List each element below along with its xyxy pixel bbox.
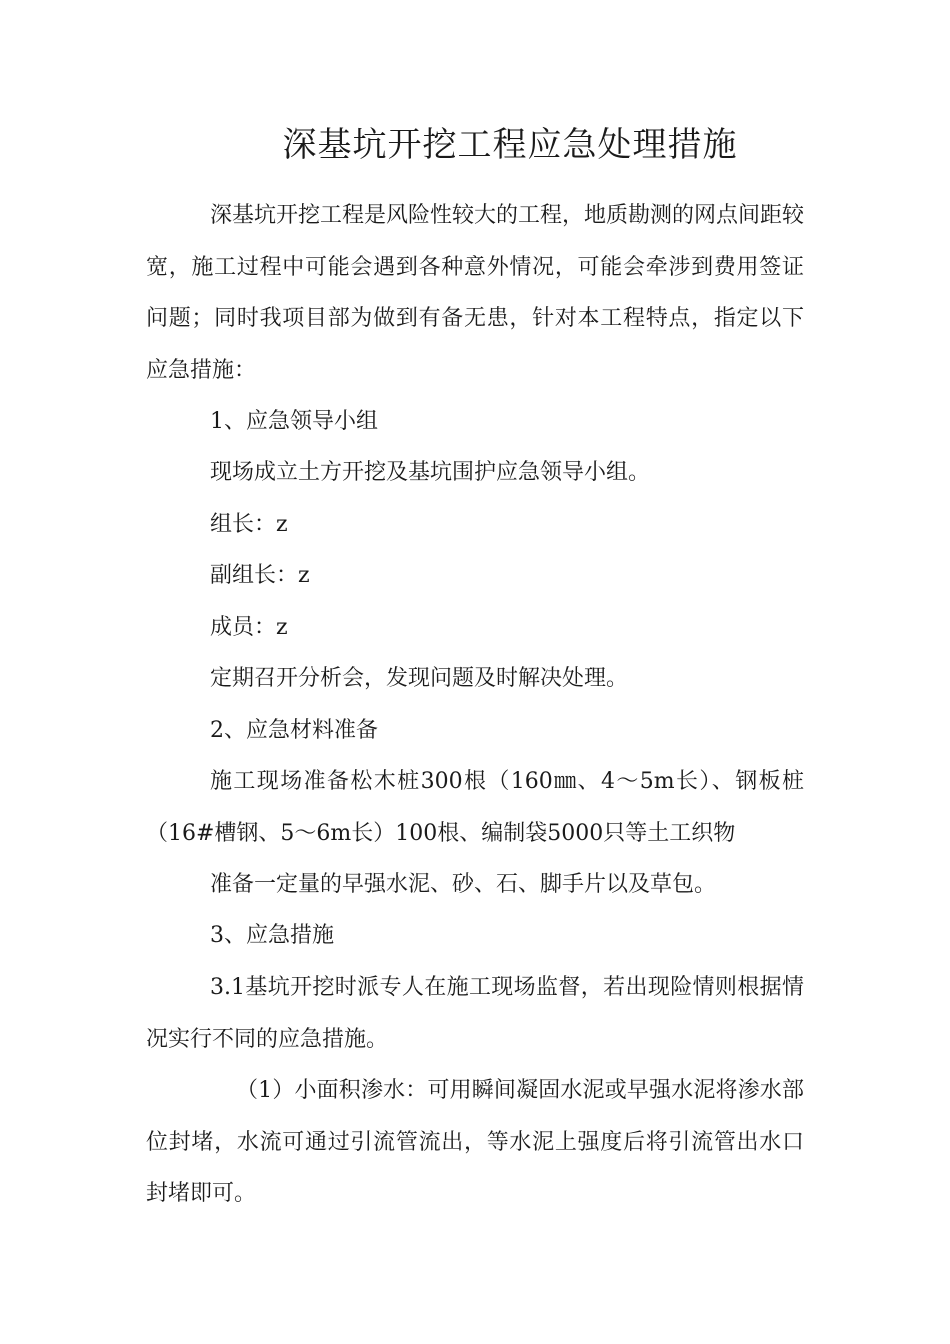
- section-heading-3: 3、应急措施: [210, 923, 334, 948]
- section-heading-1: 1、应急领导小组: [210, 409, 378, 434]
- intro-paragraph: 深基坑开挖工程是风险性较大的工程，地质勘测的网点间距较宽，施工过程中可能会遇到各种意外情况，可能会牵涉到费用签证问题；同时我项目部为做到有备无患，针对本工程特点，指定以下应急措施：: [146, 203, 805, 383]
- paragraph-leadership-group: 现场成立土方开挖及基坑围护应急领导小组。: [210, 460, 651, 485]
- paragraph-leader: 组长：z: [210, 512, 288, 537]
- section-heading-2: 2、应急材料准备: [210, 718, 378, 743]
- paragraph-materials: 施工现场准备松木桩300根（160㎜、4～5m长）、钢板桩（16#槽钢、5～6m长）100根、编制袋5000只等土工织物: [146, 769, 804, 846]
- paragraph-deputy-leader: 副组长：z: [210, 563, 310, 588]
- paragraph-members: 成员：z: [210, 615, 288, 640]
- paragraph-3-1: 3.1基坑开挖时派专人在施工现场监督，若出现险情则根据情况实行不同的应急措施。: [146, 975, 804, 1052]
- document-title: 深基坑开挖工程应急处理措施: [282, 125, 738, 165]
- paragraph-meeting: 定期召开分析会，发现问题及时解决处理。: [210, 666, 629, 691]
- paragraph-small-seepage: （1）小面积渗水：可用瞬间凝固水泥或早强水泥将渗水部位封堵，水流可通过引流管流出，等水泥上强度后将引流管出水口封堵即可。: [146, 1078, 804, 1206]
- paragraph-materials-extra: 准备一定量的早强水泥、砂、石、脚手片以及草包。: [210, 872, 717, 897]
